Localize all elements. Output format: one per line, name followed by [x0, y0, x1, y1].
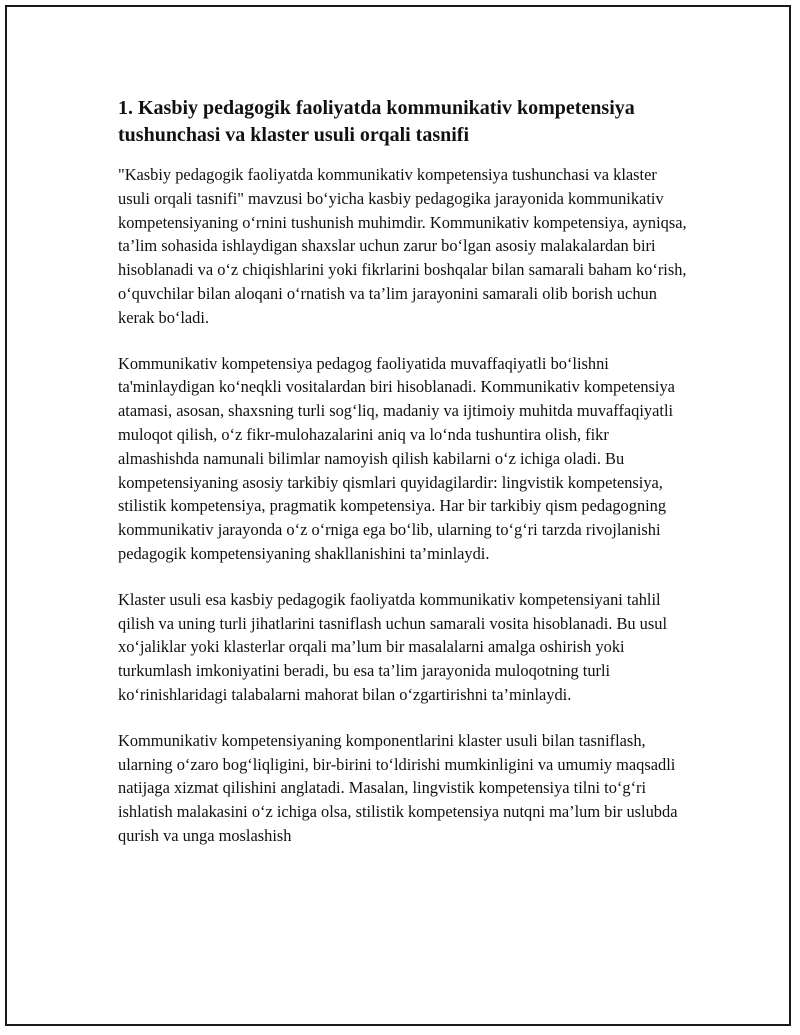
- paragraph-cluster-method: Klaster usuli esa kasbiy pedagogik faoliyatda kommunikativ kompetensiyani tahlil qilish va uning turli jihatlarini tasniflash uchun samarali vosita hisoblanadi. Bu usul xoʻjaliklar yoki klasterlar orqali ma’lum bir masalalarni amalga oshirish yoki turkumlash imkoniyatini beradi, bu esa ta’lim jarayonida muloqotning turli koʻrinishlaridagi talabalarni mahorat bilan oʻzgartirishni ta’minlaydi.: [118, 589, 668, 704]
- document-body: [118, 95, 688, 870]
- paragraph-components: Kommunikativ kompetensiya pedagog faoliyatida muvaffaqiyatli boʻlishni ta'minlaydigan koʻneqkli vositalardan biri hisoblanadi. Kommunikativ kompetensiya atamasi, asosan, shaxsning turli sogʻliq, madaniy va ijtimoiy muhitda muvaffaqiyatli muloqot qilish, oʻz fikr-mulohazalarini aniq va loʻnda tushuntira olish, fikr almashishda namunali bilimlar namoyish qilish kabilarni oʻz ichiga oladi. Bu kompetensiyaning asosiy tarkibiy qismlari quyidagilardir: lingvistik kompetensiya, stilistik kompetensiya, pragmatik kompetensiya. Har bir tarkibiy qism pedagogning kommunikativ jarayonda oʻz oʻrniga ega boʻlib, ularning toʻgʻri tarzda rivojlanishi pedagogik kompetensiyaning shakllanishini ta’minlaydi.: [118, 353, 675, 563]
- section-heading: 1. Kasbiy pedagogik faoliyatda kommunikativ kompetensiya tushunchasi va klaster usuli orqali tasnifi: [118, 97, 635, 146]
- paragraph-classification: Kommunikativ kompetensiyaning komponentlarini klaster usuli bilan tasniflash, ularning oʻzaro bogʻliqligini, bir-birini toʻldirishi mumkinligini va umumiy maqsadli natijaga xizmat qilishini anglatadi. Masalan, lingvistik kompetensiya tilni toʻgʻri ishlatish malakasini oʻz ichiga olsa, stilistik kompetensiya nutqni ma’lum bir uslubda qurish va unga moslashish: [118, 730, 678, 845]
- paragraph-intro: "Kasbiy pedagogik faoliyatda kommunikativ kompetensiya tushunchasi va klaster usuli orqali tasnifi" mavzusi boʻyicha kasbiy pedagogika jarayonida kommunikativ kompetensiyaning oʻrnini tushunish muhimdir. Kommunikativ kompetensiya, ayniqsa, ta’lim sohasida ishlaydigan shaxslar uchun zarur boʻlgan asosiy malakalardan biri hisoblanadi va oʻz chiqishlarini yoki fikrlarini boshqalar bilan samarali baham koʻrish, oʻquvchilar bilan aloqani oʻrnatish va ta’lim jarayonini samarali olib borish uchun kerak boʻladi.: [118, 165, 687, 327]
